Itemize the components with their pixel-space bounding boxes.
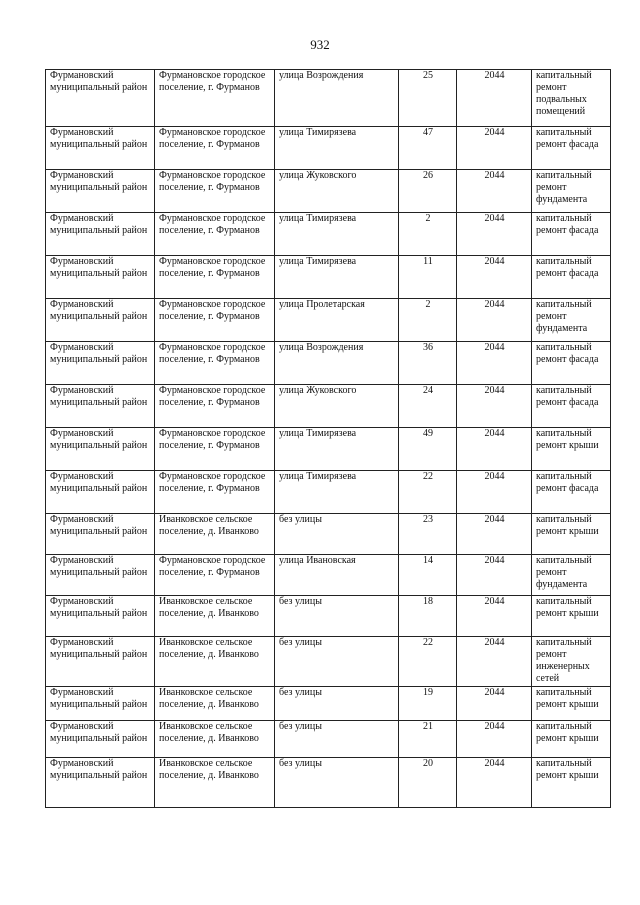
house-number-cell-text: 11 [423,256,433,267]
district-cell-text: Фурмановский муниципальный район [50,514,148,537]
settlement-cell [155,256,275,299]
work-type-cell [532,721,611,758]
settlement-cell-text: Фурмановское городское поселение, г. Фурманов [159,471,266,494]
house-number-cell [399,687,457,721]
table-row [46,342,611,385]
district-cell [46,342,155,385]
district-cell-text: Фурмановский муниципальный район [50,555,148,578]
settlement-cell [155,721,275,758]
table-row [46,514,611,555]
house-number-cell [399,299,457,342]
district-cell [46,256,155,299]
district-cell [46,514,155,555]
table-row [46,70,611,127]
work-type-cell-text: капитальный ремонт крыши [536,758,599,781]
street-cell [275,170,399,213]
work-type-cell [532,758,611,808]
table-row [46,555,611,596]
district-cell [46,127,155,170]
year-cell-text: 2044 [484,687,505,698]
street-cell [275,299,399,342]
work-type-cell [532,213,611,256]
work-type-cell [532,555,611,596]
house-number-cell [399,256,457,299]
year-cell [457,256,532,299]
house-number-cell-text: 25 [423,70,433,81]
work-type-cell-text: капитальный ремонт крыши [536,687,599,710]
district-cell [46,687,155,721]
year-cell [457,471,532,514]
settlement-cell-text: Фурмановское городское поселение, г. Фурманов [159,342,266,365]
street-cell-text: улица Пролетарская [279,299,365,310]
settlement-cell [155,687,275,721]
house-number-cell-text: 23 [423,514,433,525]
settlement-cell [155,514,275,555]
house-number-cell [399,721,457,758]
street-cell [275,687,399,721]
district-cell [46,758,155,808]
district-cell-text: Фурмановский муниципальный район [50,721,148,744]
settlement-cell-text: Фурмановское городское поселение, г. Фурманов [159,555,266,578]
house-number-cell-text: 21 [423,721,433,732]
work-type-cell [532,514,611,555]
district-cell-text: Фурмановский муниципальный район [50,596,148,619]
table-row [46,170,611,213]
house-number-cell-text: 24 [423,385,433,396]
district-cell [46,596,155,637]
street-cell [275,256,399,299]
work-type-cell [532,471,611,514]
year-cell [457,637,532,687]
house-number-cell-text: 36 [423,342,433,353]
year-cell-text: 2044 [484,170,505,181]
table-row [46,385,611,428]
table-row [46,721,611,758]
settlement-cell-text: Фурмановское городское поселение, г. Фурманов [159,428,266,451]
settlement-cell-text: Фурмановское городское поселение, г. Фурманов [159,213,266,236]
street-cell-text: улица Возрождения [279,342,364,353]
street-cell [275,342,399,385]
district-cell [46,213,155,256]
district-cell-text: Фурмановский муниципальный район [50,70,148,93]
street-cell [275,758,399,808]
work-type-cell [532,256,611,299]
house-number-cell-text: 20 [423,758,433,769]
table-row [46,637,611,687]
work-type-cell-text: капитальный ремонт крыши [536,514,599,537]
work-type-cell [532,687,611,721]
street-cell [275,596,399,637]
street-cell [275,385,399,428]
house-number-cell [399,471,457,514]
year-cell [457,342,532,385]
year-cell-text: 2044 [484,596,505,607]
house-number-cell [399,514,457,555]
work-type-cell [532,596,611,637]
settlement-cell-text: Фурмановское городское поселение, г. Фурманов [159,256,266,279]
work-type-cell [532,170,611,213]
work-type-cell [532,127,611,170]
year-cell-text: 2044 [484,758,505,769]
work-type-cell-text: капитальный ремонт фасада [536,213,599,236]
street-cell [275,428,399,471]
settlement-cell-text: Иванковское сельское поселение, д. Иванково [159,758,259,781]
work-type-cell [532,428,611,471]
table-row [46,299,611,342]
district-cell [46,637,155,687]
house-number-cell [399,637,457,687]
year-cell [457,555,532,596]
district-cell-text: Фурмановский муниципальный район [50,342,148,365]
settlement-cell [155,213,275,256]
house-number-cell [399,428,457,471]
repair-schedule-table [45,69,611,808]
house-number-cell-text: 22 [423,637,433,648]
table-row [46,596,611,637]
settlement-cell [155,428,275,471]
year-cell-text: 2044 [484,514,505,525]
settlement-cell [155,471,275,514]
settlement-cell-text: Иванковское сельское поселение, д. Иванково [159,596,259,619]
settlement-cell [155,637,275,687]
district-cell [46,170,155,213]
year-cell-text: 2044 [484,471,505,482]
year-cell [457,721,532,758]
work-type-cell [532,342,611,385]
work-type-cell-text: капитальный ремонт фасада [536,127,599,150]
house-number-cell [399,342,457,385]
house-number-cell-text: 22 [423,471,433,482]
street-cell [275,555,399,596]
year-cell [457,514,532,555]
street-cell-text: без улицы [279,758,322,769]
district-cell [46,70,155,127]
district-cell-text: Фурмановский муниципальный район [50,385,148,408]
year-cell [457,428,532,471]
settlement-cell-text: Иванковское сельское поселение, д. Иванково [159,687,259,710]
year-cell-text: 2044 [484,70,505,81]
settlement-cell [155,299,275,342]
work-type-cell-text: капитальный ремонт крыши [536,721,599,744]
street-cell-text: улица Жуковского [279,170,357,181]
year-cell-text: 2044 [484,555,505,566]
table-row [46,758,611,808]
settlement-cell-text: Фурмановское городское поселение, г. Фурманов [159,70,266,93]
year-cell [457,213,532,256]
street-cell-text: без улицы [279,514,322,525]
street-cell-text: улица Тимирязева [279,127,357,138]
settlement-cell [155,758,275,808]
district-cell-text: Фурмановский муниципальный район [50,428,148,451]
street-cell [275,514,399,555]
house-number-cell-text: 2 [425,299,431,310]
work-type-cell-text: капитальный ремонт подвальных помещений [536,70,592,117]
house-number-cell-text: 14 [423,555,433,566]
page-number: 932 [310,37,330,52]
street-cell [275,213,399,256]
year-cell [457,758,532,808]
table-row [46,428,611,471]
street-cell-text: улица Тимирязева [279,428,357,439]
street-cell-text: улица Тимирязева [279,256,357,267]
district-cell [46,428,155,471]
year-cell-text: 2044 [484,299,505,310]
district-cell-text: Фурмановский муниципальный район [50,637,148,660]
district-cell [46,721,155,758]
street-cell [275,70,399,127]
work-type-cell [532,70,611,127]
work-type-cell-text: капитальный ремонт фундамента [536,555,592,590]
year-cell [457,299,532,342]
settlement-cell-text: Иванковское сельское поселение, д. Иванково [159,721,259,744]
work-type-cell-text: капитальный ремонт инженерных сетей [536,637,592,684]
house-number-cell-text: 19 [423,687,433,698]
house-number-cell [399,596,457,637]
street-cell-text: улица Тимирязева [279,471,357,482]
street-cell-text: без улицы [279,596,322,607]
street-cell-text: без улицы [279,687,322,698]
table-row [46,471,611,514]
work-type-cell-text: капитальный ремонт фасада [536,342,599,365]
year-cell-text: 2044 [484,256,505,267]
district-cell-text: Фурмановский муниципальный район [50,471,148,494]
table-row [46,127,611,170]
district-cell-text: Фурмановский муниципальный район [50,256,148,279]
table-row [46,687,611,721]
table-row [46,213,611,256]
work-type-cell-text: капитальный ремонт фасада [536,471,599,494]
settlement-cell [155,555,275,596]
table-row [46,256,611,299]
street-cell [275,721,399,758]
street-cell-text: без улицы [279,721,322,732]
settlement-cell [155,385,275,428]
work-type-cell [532,385,611,428]
street-cell [275,637,399,687]
street-cell-text: улица Ивановская [279,555,356,566]
year-cell-text: 2044 [484,342,505,353]
street-cell [275,127,399,170]
district-cell-text: Фурмановский муниципальный район [50,127,148,150]
settlement-cell [155,342,275,385]
year-cell-text: 2044 [484,213,505,224]
work-type-cell-text: капитальный ремонт крыши [536,596,599,619]
settlement-cell-text: Фурмановское городское поселение, г. Фурманов [159,170,266,193]
street-cell-text: улица Тимирязева [279,213,357,224]
work-type-cell-text: капитальный ремонт крыши [536,428,599,451]
house-number-cell-text: 18 [423,596,433,607]
house-number-cell-text: 49 [423,428,433,439]
street-cell-text: улица Жуковского [279,385,357,396]
house-number-cell [399,555,457,596]
house-number-cell [399,385,457,428]
house-number-cell [399,127,457,170]
year-cell-text: 2044 [484,637,505,648]
year-cell [457,687,532,721]
district-cell [46,385,155,428]
district-cell-text: Фурмановский муниципальный район [50,213,148,236]
settlement-cell-text: Фурмановское городское поселение, г. Фурманов [159,385,266,408]
work-type-cell-text: капитальный ремонт фасада [536,256,599,279]
street-cell-text: без улицы [279,637,322,648]
settlement-cell [155,70,275,127]
year-cell-text: 2044 [484,385,505,396]
year-cell [457,70,532,127]
district-cell [46,471,155,514]
year-cell-text: 2044 [484,428,505,439]
settlement-cell-text: Фурмановское городское поселение, г. Фурманов [159,299,266,322]
year-cell [457,127,532,170]
house-number-cell-text: 26 [423,170,433,181]
district-cell-text: Фурмановский муниципальный район [50,170,148,193]
settlement-cell-text: Иванковское сельское поселение, д. Иванково [159,514,259,537]
table-body [46,70,611,808]
district-cell-text: Фурмановский муниципальный район [50,687,148,710]
street-cell [275,471,399,514]
district-cell [46,299,155,342]
year-cell-text: 2044 [484,127,505,138]
district-cell-text: Фурмановский муниципальный район [50,758,148,781]
settlement-cell [155,127,275,170]
settlement-cell-text: Фурмановское городское поселение, г. Фурманов [159,127,266,150]
year-cell [457,385,532,428]
year-cell [457,170,532,213]
work-type-cell [532,637,611,687]
house-number-cell [399,70,457,127]
year-cell-text: 2044 [484,721,505,732]
work-type-cell [532,299,611,342]
settlement-cell [155,170,275,213]
house-number-cell-text: 2 [425,213,431,224]
settlement-cell [155,596,275,637]
house-number-cell [399,213,457,256]
work-type-cell-text: капитальный ремонт фундамента [536,170,592,205]
work-type-cell-text: капитальный ремонт фасада [536,385,599,408]
work-type-cell-text: капитальный ремонт фундамента [536,299,592,334]
street-cell-text: улица Возрождения [279,70,364,81]
district-cell [46,555,155,596]
settlement-cell-text: Иванковское сельское поселение, д. Иванково [159,637,259,660]
year-cell [457,596,532,637]
district-cell-text: Фурмановский муниципальный район [50,299,148,322]
house-number-cell-text: 47 [423,127,433,138]
house-number-cell [399,758,457,808]
house-number-cell [399,170,457,213]
